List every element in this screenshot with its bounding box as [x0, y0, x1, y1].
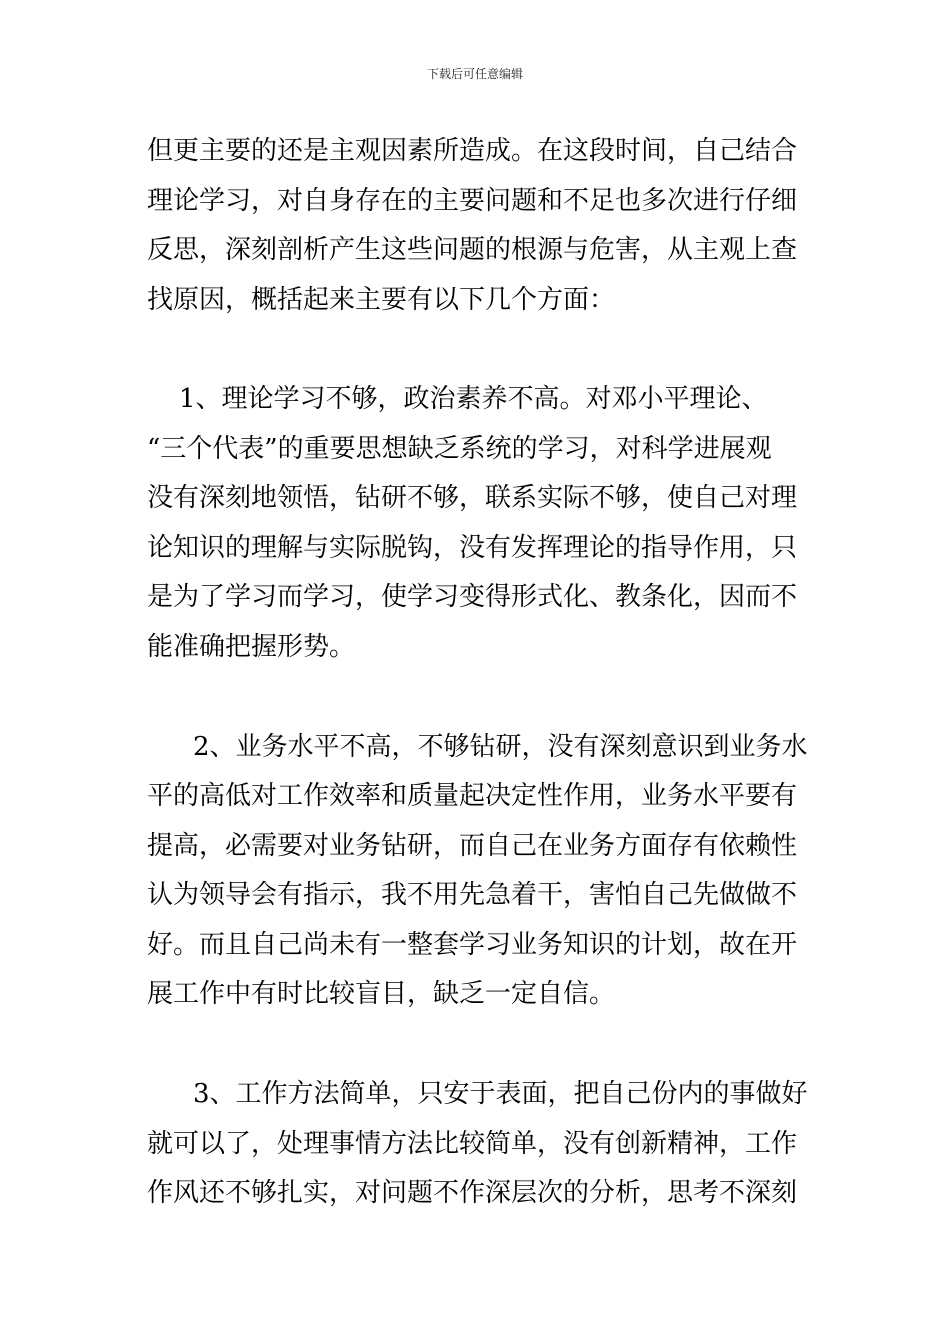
paragraph-line: 认为领导会有指示，我不用先急着干，害怕自己先做做不	[147, 880, 798, 910]
paragraph-line: 是为了学习而学习，使学习变得形式化、教条化，因而不	[147, 582, 798, 612]
paragraph-line: 1、理论学习不够，政治素养不高。对邓小平理论、	[179, 384, 768, 414]
paragraph-line: 好。而且自己尚未有一整套学习业务知识的计划，故在开	[147, 930, 798, 960]
paragraph-line: 提高，必需要对业务钻研，而自己在业务方面存有依赖性	[147, 831, 798, 861]
paragraph-line: 能准确把握形势。	[147, 632, 356, 662]
paragraph-line: 论知识的理解与实际脱钩，没有发挥理论的指导作用，只	[147, 533, 798, 563]
paragraph-line: 理论学习，对自身存在的主要问题和不足也多次进行仔细	[147, 186, 798, 216]
paragraph-line: 找原因，概括起来主要有以下几个方面：	[147, 285, 616, 315]
paragraph-line: 就可以了，处理事情方法比较简单，没有创新精神，工作	[147, 1129, 798, 1159]
paragraph-line: “三个代表”的重要思想缺乏系统的学习，对科学进展观	[147, 434, 772, 464]
page-header: 下载后可任意编辑	[426, 67, 523, 81]
paragraph-line: 平的高低对工作效率和质量起决定性作用，业务水平要有	[147, 781, 798, 811]
paragraph-line: 没有深刻地领悟，钻研不够，联系实际不够，使自己对理	[147, 483, 798, 513]
paragraph-line: 但更主要的还是主观因素所造成。在这段时间，自己结合	[147, 136, 798, 166]
paragraph-line: 作风还不够扎实，对问题不作深层次的分析，思考不深刻	[147, 1178, 798, 1208]
paragraph-line: 3、工作方法简单，只安于表面，把自己份内的事做好	[193, 1079, 808, 1109]
paragraph-line: 反思，深刻剖析产生这些问题的根源与危害，从主观上查	[147, 235, 798, 265]
paragraph-line: 2、业务水平不高，不够钻研，没有深刻意识到业务水	[193, 732, 808, 762]
paragraph-line: 展工作中有时比较盲目，缺乏一定自信。	[147, 979, 616, 1009]
